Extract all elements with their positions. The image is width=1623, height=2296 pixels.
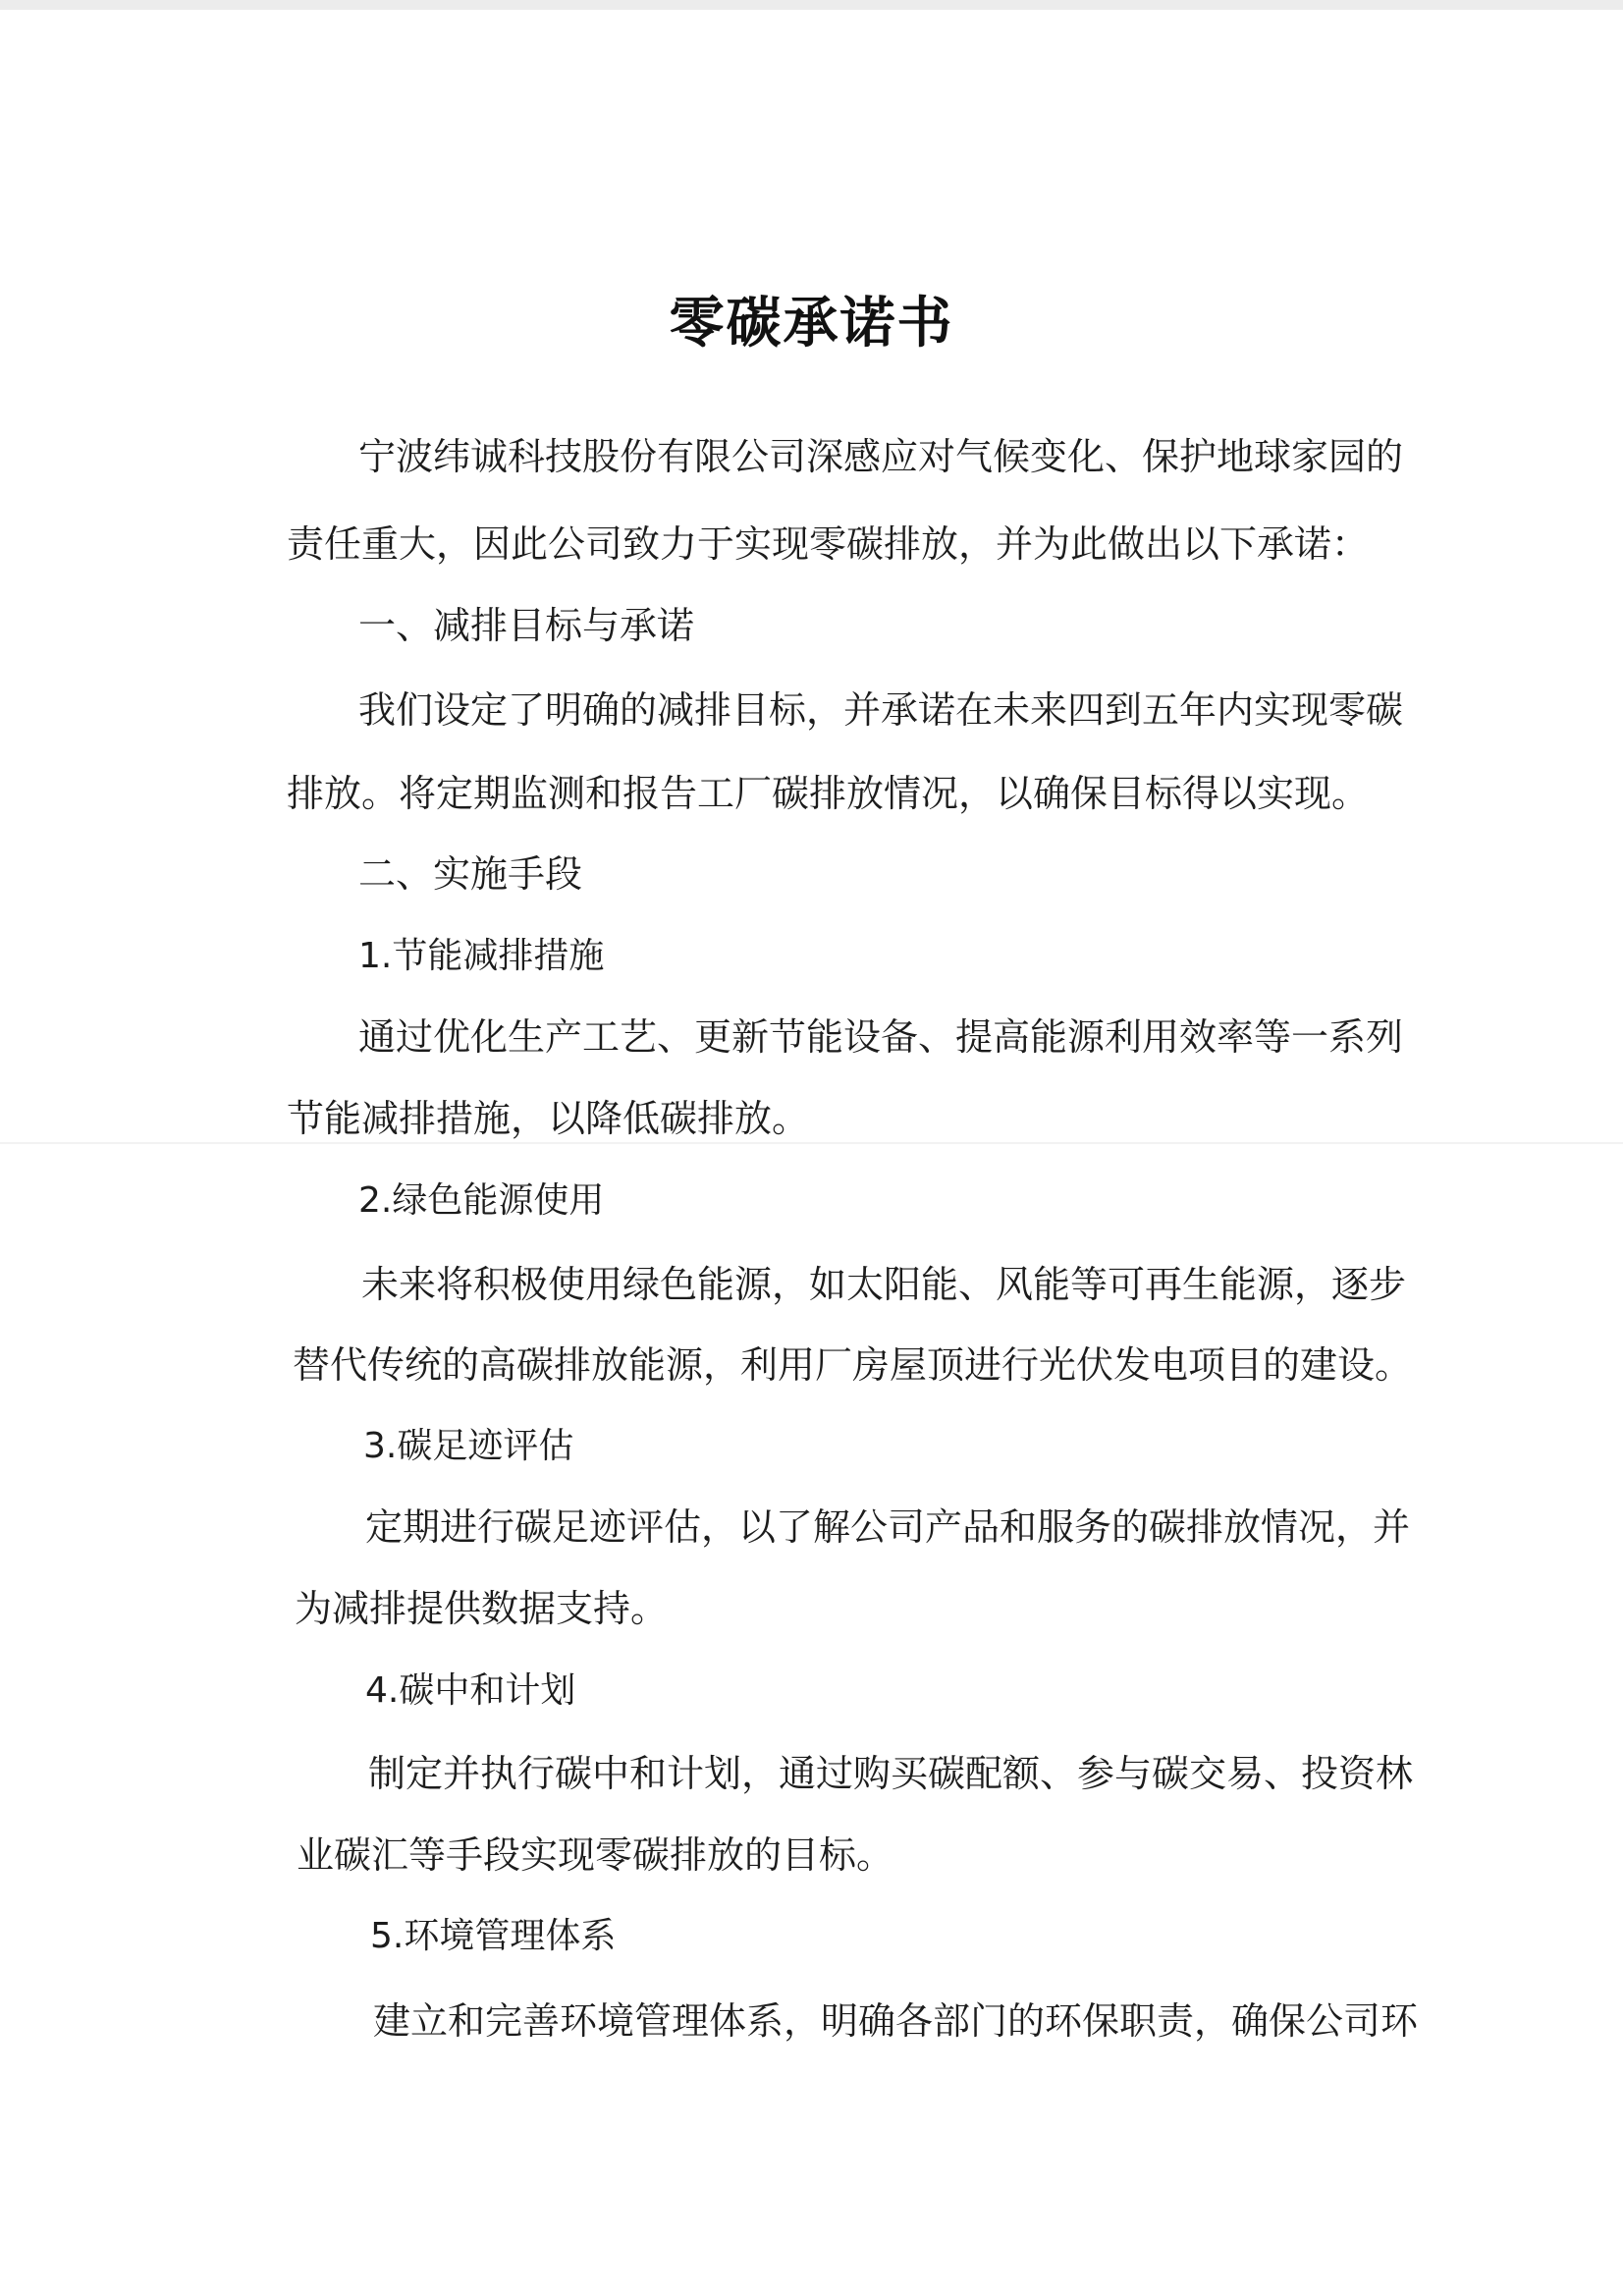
item-2-heading: 2.绿色能源使用 — [358, 1180, 605, 1221]
item-4-paragraph-line-2: 业碳汇等手段实现零碳排放的目标。 — [297, 1833, 894, 1877]
item-3-paragraph-line-2: 为减排提供数据支持。 — [295, 1587, 669, 1630]
item-1-heading: 1.节能减排措施 — [358, 936, 605, 976]
scan-fold-line — [0, 1142, 1623, 1144]
item-3-paragraph-line-1: 定期进行碳足迹评估，以了解公司产品和服务的碳排放情况，并 — [365, 1505, 1411, 1549]
section-1-paragraph-line-1: 我们设定了明确的减排目标，并承诺在未来四到五年内实现零碳 — [358, 688, 1404, 732]
item-4-heading: 4.碳中和计划 — [365, 1670, 576, 1711]
item-5-heading: 5.环境管理体系 — [370, 1916, 617, 1956]
section-1-heading: 一、减排目标与承诺 — [358, 604, 695, 647]
item-2-paragraph-line-1: 未来将积极使用绿色能源，如太阳能、风能等可再生能源，逐步 — [361, 1263, 1407, 1306]
item-5-paragraph-line-1: 建立和完善环境管理体系，明确各部门的环保职责，确保公司环 — [373, 1999, 1419, 2043]
item-4-paragraph-line-1: 制定并执行碳中和计划，通过购买碳配额、参与碳交易、投资林 — [368, 1752, 1414, 1795]
page-title: 零碳承诺书 — [669, 292, 954, 355]
item-2-paragraph-line-2: 替代传统的高碳排放能源，利用厂房屋顶进行光伏发电项目的建设。 — [293, 1343, 1413, 1387]
item-3-heading: 3.碳足迹评估 — [363, 1426, 574, 1466]
scan-top-edge — [0, 0, 1623, 10]
item-1-paragraph-line-1: 通过优化生产工艺、更新节能设备、提高能源利用效率等一系列 — [358, 1015, 1404, 1059]
item-1-paragraph-line-2: 节能减排措施，以降低碳排放。 — [287, 1097, 810, 1140]
section-1-paragraph-line-2: 排放。将定期监测和报告工厂碳排放情况，以确保目标得以实现。 — [287, 772, 1370, 815]
section-2-heading: 二、实施手段 — [358, 852, 583, 896]
intro-line-2: 责任重大，因此公司致力于实现零碳排放，并为此做出以下承诺： — [287, 522, 1370, 566]
intro-line-1: 宁波纬诚科技股份有限公司深感应对气候变化、保护地球家园的 — [358, 435, 1404, 478]
